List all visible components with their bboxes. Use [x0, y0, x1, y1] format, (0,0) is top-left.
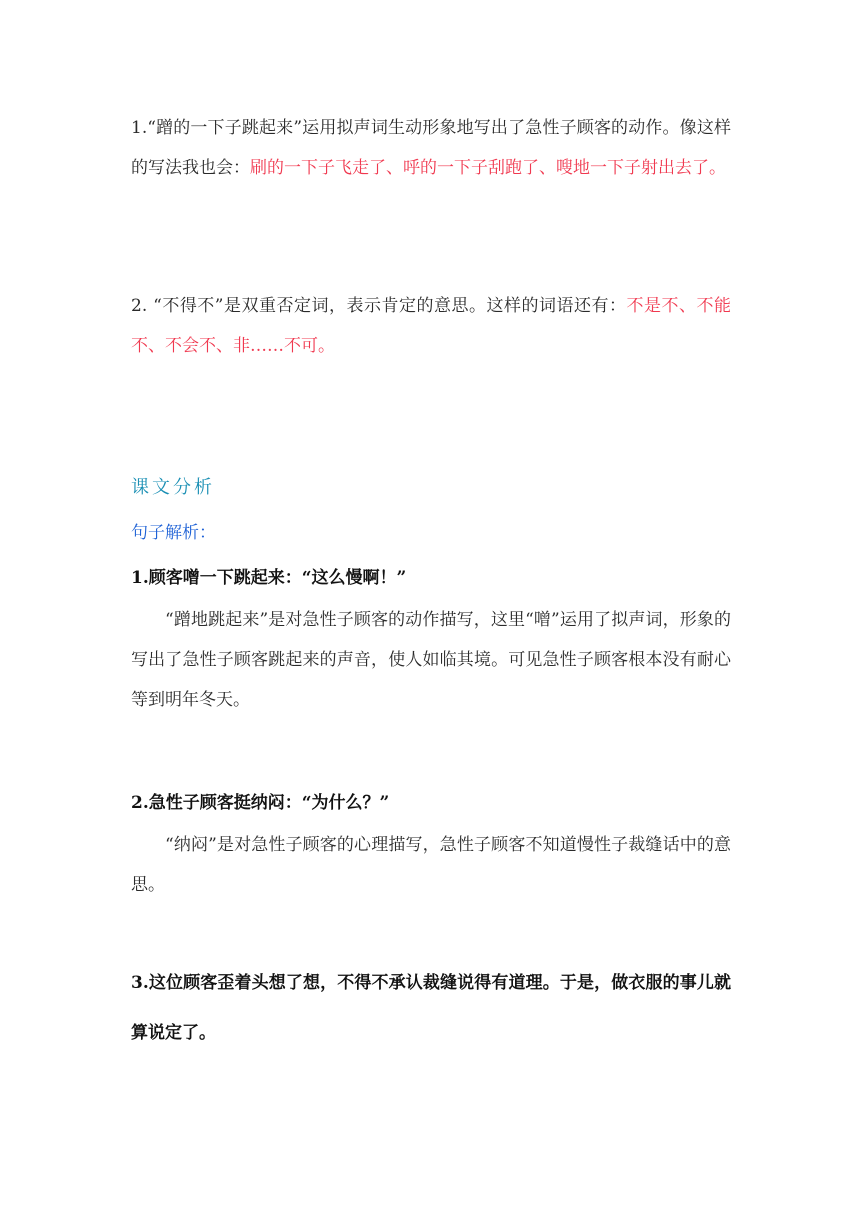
- exercise-item-2-answer: 不是不、不能不、不会不、非……不可。: [131, 296, 731, 356]
- sentence-2-title: 2.急性子顾客挺纳闷：“为什么？”: [131, 793, 390, 813]
- exercise-item-1-text: 1.“蹭的一下子跳起来”运用拟声词生动形象地写出了急性子顾客的动作。像这样的写法我也会：: [131, 118, 731, 178]
- exercise-item-1-answer: 刷的一下子飞走了、呼的一下子刮跑了、嗖地一下子射出去了。: [250, 158, 726, 178]
- section-subtitle: 句子解析：: [131, 523, 216, 543]
- sentence-2-body: “纳闷”是对急性子顾客的心理描写，急性子顾客不知道慢性子裁缝话中的意思。: [131, 835, 731, 895]
- sentence-3-title: 3.这位顾客歪着头想了想，不得不承认裁缝说得有道理。于是，做衣服的事儿就算说定了。: [131, 973, 731, 1043]
- exercise-item-1: [131, 108, 731, 188]
- section-title: 课文分析: [131, 477, 215, 498]
- exercise-item-2: [131, 286, 731, 366]
- exercise-item-2-text: 2. “不得不”是双重否定词，表示肯定的意思。这样的词语还有：: [131, 296, 627, 316]
- sentence-1-body: “蹭地跳起来”是对急性子顾客的动作描写，这里“噌”运用了拟声词，形象的写出了急性子顾客跳起来的声音，使人如临其境。可见急性子顾客根本没有耐心等到明年冬天。: [131, 610, 731, 710]
- sentence-1-title: 1.顾客噌一下跳起来：“这么慢啊！”: [131, 568, 407, 588]
